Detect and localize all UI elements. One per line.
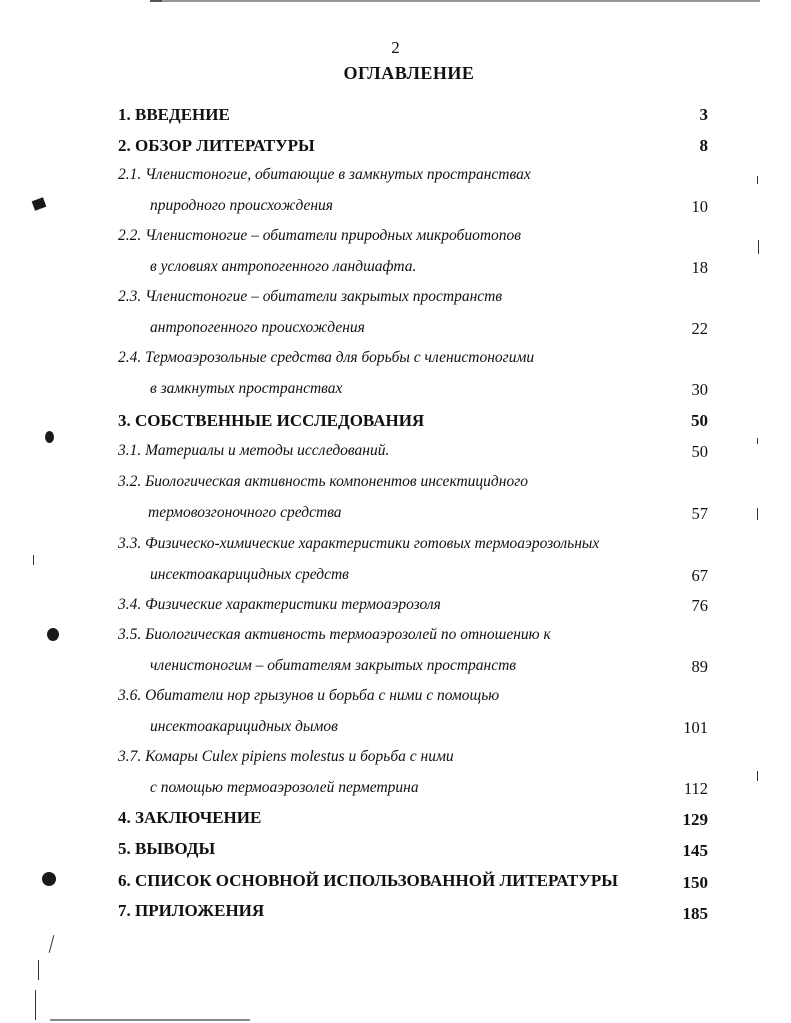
toc-entry-text-continued: природного происхождения [150,197,334,214]
toc-page-number: 185 [682,904,708,923]
toc-entry-2-2[interactable] [118,227,708,281]
toc-entry-text: 3.5. Биологическая активность термоаэрозолей по отношению к [118,626,551,643]
toc-page-number: 150 [682,873,708,892]
toc-page-number: 8 [699,136,708,155]
toc-page-number: 129 [682,810,708,829]
toc-entry-text: 3.6. Обитатели нор грызунов и борьба с ними с помощью [118,687,500,704]
toc-entry-text-continued: в замкнутых пространствах [150,380,343,397]
toc-entry-text: 2.2. Членистоногие – обитатели природных микробиотопов [118,227,521,244]
toc-entry-3-5[interactable] [118,626,708,680]
scan-mark [33,555,34,565]
toc-entry-text-continued: членистоногим – обитателям закрытых пространств [150,657,517,674]
scan-speck [45,431,54,443]
toc-page-number: 30 [691,380,708,399]
toc-page-number: 101 [683,718,708,737]
scan-mark [38,960,39,980]
toc-entry-literature-review[interactable] [118,136,708,160]
toc-page-number: 112 [683,779,708,798]
scan-mark [757,438,758,444]
scan-speck [42,872,56,886]
toc-entry-text-continued: инсектоакарицидных средств [150,566,349,583]
toc-page-number: 57 [691,504,708,523]
scan-mark [35,990,36,1020]
scan-mark [49,935,55,953]
toc-entry-text: 6. СПИСОК ОСНОВНОЙ ИСПОЛЬЗОВАННОЙ ЛИТЕРАТУРЫ [118,871,618,890]
toc-entry-3-2[interactable] [118,473,708,527]
toc-page-number: 18 [691,258,708,277]
toc-entry-text-continued: термовозгоночного средства [148,504,342,521]
toc-page-number: 3 [699,105,708,124]
scan-edge-top-mark [150,0,162,2]
toc-entry-text-continued: антропогенного происхождения [150,319,365,336]
toc-entry-text: 7. ПРИЛОЖЕНИЯ [118,901,265,920]
toc-entry-own-research[interactable] [118,411,708,435]
scan-speck [32,197,47,211]
toc-entry-text: 3.3. Физическо-химические характеристики готовых термоаэрозольных [118,535,600,552]
toc-entry-appendices[interactable] [118,901,708,925]
toc-entry-text: 3.2. Биологическая активность компонентов инсектицидного [118,473,529,490]
toc-page-number: 89 [691,657,708,676]
toc-entry-text-continued: с помощью термоаэрозолей перметрина [150,779,419,796]
toc-entry-text: 2.4. Термоаэрозольные средства для борьбы с членистоногими [118,349,535,366]
page-title: ОГЛАВЛЕНИЕ [343,63,475,83]
scan-edge-bottom [50,1019,250,1021]
toc-entry-references[interactable] [118,871,708,895]
scan-mark [757,508,758,520]
scan-mark [757,176,758,184]
toc-entry-3-7[interactable] [118,748,708,802]
toc-page-number: 67 [691,566,708,585]
scan-edge-top [150,0,760,2]
toc-page-number: 22 [691,319,708,338]
toc-page-number: 76 [691,596,708,615]
toc-entry-text: 4. ЗАКЛЮЧЕНИЕ [118,808,262,827]
toc-entry-introduction[interactable] [118,105,708,129]
toc-entry-text: 2. ОБЗОР ЛИТЕРАТУРЫ [118,136,315,155]
toc-entry-text: 1. ВВЕДЕНИЕ [118,105,230,124]
scan-mark [757,771,758,781]
toc-page-number: 50 [691,411,708,430]
toc-entry-text: 3.7. Комары Culex pipiens molestus и борьба с ними [118,748,454,765]
toc-entry-text: 2.1. Членистоногие, обитающие в замкнутых пространствах [118,166,531,183]
toc-entry-3-6[interactable] [118,687,708,741]
toc-entry-text: 5. ВЫВОДЫ [118,839,216,858]
toc-entry-3-4[interactable] [118,596,708,620]
toc-entry-text: 2.3. Членистоногие – обитатели закрытых пространств [118,288,503,305]
toc-entry-2-1[interactable] [118,166,708,220]
toc-page-number: 10 [691,197,708,216]
toc-entry-text: 3. СОБСТВЕННЫЕ ИССЛЕДОВАНИЯ [118,411,425,430]
toc-entry-2-4[interactable] [118,349,708,403]
toc-entry-findings[interactable] [118,839,708,863]
toc-entry-text: 3.4. Физические характеристики термоаэрозоля [118,596,441,613]
page-number: 2 [391,38,400,57]
toc-entry-conclusion[interactable] [118,808,708,832]
toc-entry-2-3[interactable] [118,288,708,342]
toc-page-number: 145 [682,841,708,860]
toc-page-number: 50 [691,442,708,461]
toc-entry-text-continued: в условиях антропогенного ландшафта. [150,258,417,275]
scan-mark [758,240,759,254]
toc-entry-3-3[interactable] [118,535,708,589]
toc-entry-3-1[interactable] [118,442,708,466]
toc-entry-text: 3.1. Материалы и методы исследований. [118,442,390,459]
toc-entry-text-continued: инсектоакарицидных дымов [150,718,338,735]
scan-speck [47,628,59,641]
